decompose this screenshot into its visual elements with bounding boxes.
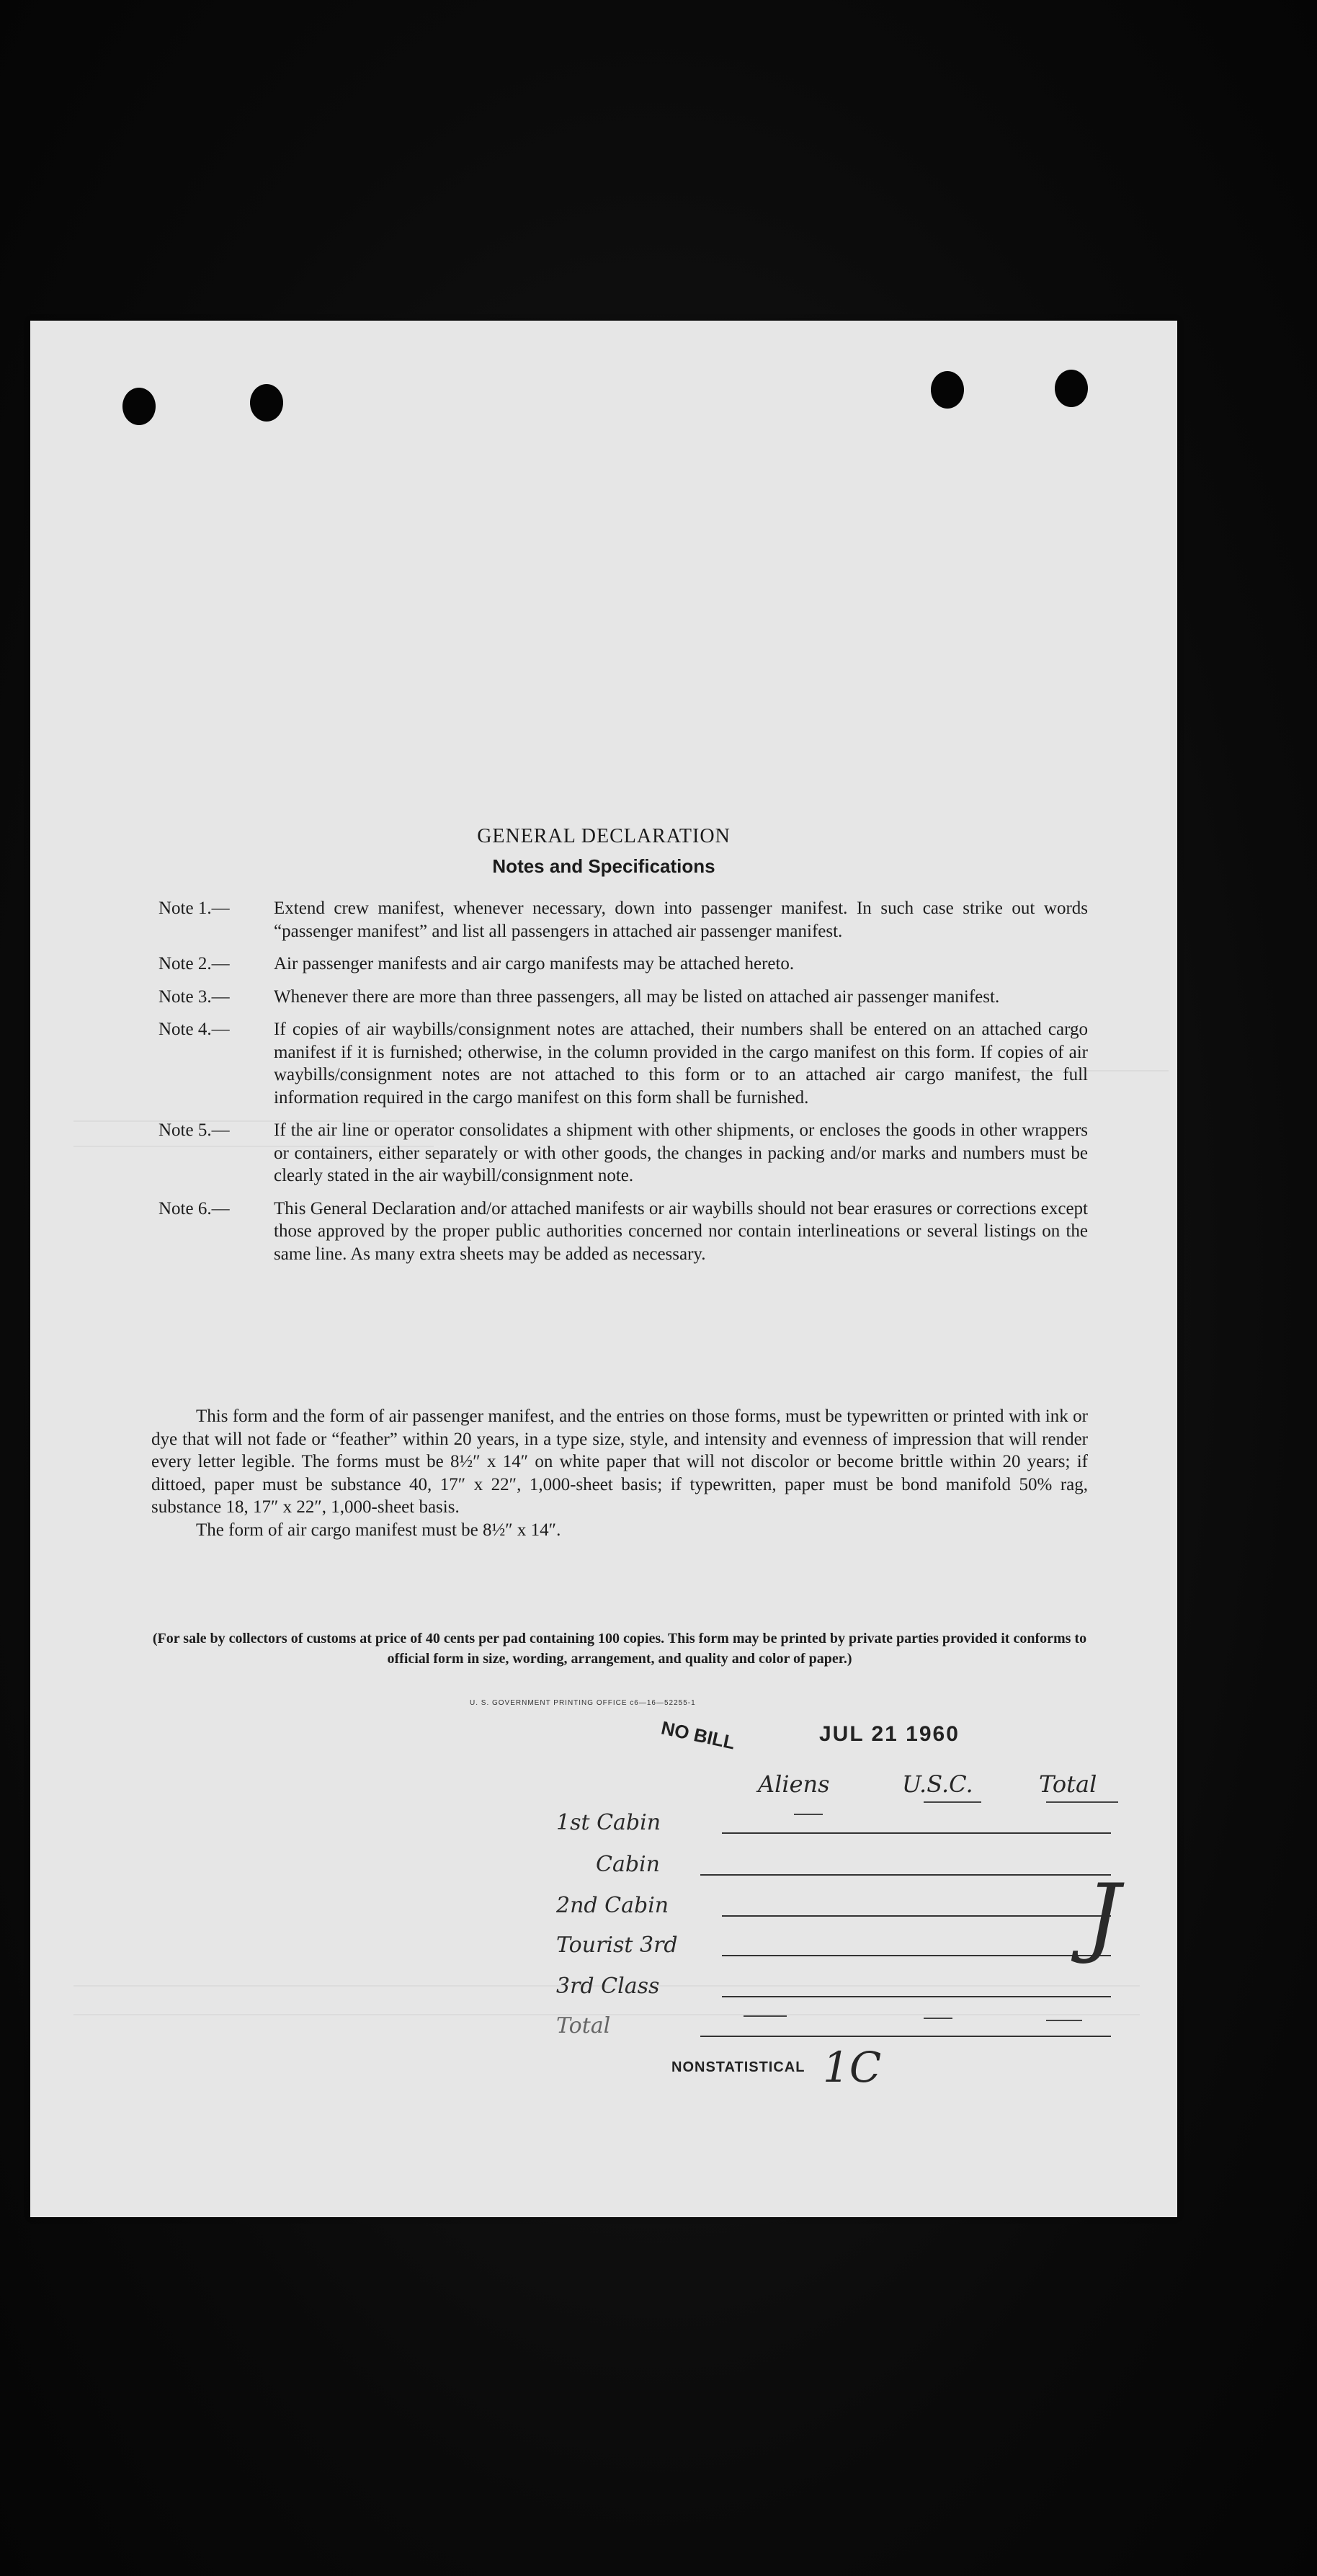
document-page [30, 321, 1177, 2217]
note-item [159, 1018, 1088, 1109]
total-dash [1046, 2020, 1082, 2021]
row-rule [700, 1874, 1111, 1876]
note-label: Note 1.— [159, 899, 230, 918]
tally-row-second-cabin [556, 1894, 1133, 1918]
punch-hole-4 [1055, 370, 1088, 407]
page-title: GENERAL DECLARATION [477, 825, 731, 847]
note-text: Extend crew manifest, whenever necessary, down into passenger manifest. In such case strike out words “passenger manifest” and list all passengers in attached air passenger manifest. [274, 899, 1088, 941]
sale-notice: (For sale by collectors of customs at price of 40 cents per pad containing 100 copies. This form may be printed by private parties provided it conforms to official form in size, wording, arrangement, and quality and color of paper.) [152, 1631, 1087, 1667]
note-label: Note 6.— [159, 1198, 230, 1218]
row-rule [722, 1996, 1111, 1997]
note-item [159, 953, 1088, 976]
note-label: Note 5.— [159, 1120, 230, 1140]
row-label: 1st Cabin [556, 1810, 661, 1835]
row-rule [722, 1915, 1111, 1917]
note-text: If copies of air waybills/consignment notes are attached, their numbers shall be entered on an attached cargo manifest if it is furnished; otherwise, in the column provided in the cargo manifest on this form. If copies of air waybills/consignment notes are not attached to this form or to an attached air cargo manifest, the full information required in the cargo manifest on this form shall be furnished. [274, 1020, 1088, 1107]
note-text: Air passenger manifests and air cargo manifests may be attached hereto. [274, 954, 795, 973]
punch-hole-1 [122, 388, 156, 425]
column-header-total: Total [1039, 1770, 1097, 1798]
paragraph-text: This form and the form of air passenger manifest, and the entries on those forms, must be typewritten or printed with ink or dye that will not fade or “feather” within 20 years, in a type size, style, and intensity and evenness of impression that will render every letter legible. The forms must be 8½″ x 14″ on white paper that will not discolor or become brittle within 20 years; if dittoed, paper must be substance 40, 17″ x 22″, 1,000-sheet basis; if typewritten, paper must be bond manifold 50% rag, substance 18, 17″ x 22″, 1,000-sheet basis. [151, 1407, 1088, 1517]
note-label: Note 2.— [159, 954, 230, 973]
column-header-usc: U.S.C. [902, 1770, 973, 1798]
note-item [159, 897, 1088, 942]
page-subtitle: Notes and Specifications [492, 855, 715, 877]
paragraph-text-2: The form of air cargo manifest must be 8½″ x 14″. [196, 1520, 561, 1540]
total-dash [924, 2018, 952, 2019]
note-item [159, 1198, 1088, 1266]
note-item [159, 986, 1088, 1009]
column-header-aliens: Aliens [758, 1770, 830, 1798]
row-label: 2nd Cabin [556, 1893, 669, 1918]
tally-row-total [556, 2014, 1133, 2038]
row-label: Tourist 3rd [556, 1933, 678, 1958]
punch-hole-2 [250, 384, 283, 422]
handwritten-1c: 1C [823, 2043, 882, 2092]
row-rule [700, 2036, 1111, 2037]
row-label: 3rd Class [556, 1974, 660, 1999]
note-text: This General Declaration and/or attached manifests or air waybills should not bear erasures or corrections except those approved by the proper public authorities concerned nor contain interlineations or several listings on the same line. As many extra sheets may be added as necessary. [274, 1198, 1088, 1264]
note-item [159, 1119, 1088, 1187]
row-rule [722, 1955, 1111, 1956]
handwritten-initials: J [1086, 1866, 1121, 1966]
date-stamp: JUL 21 1960 [819, 1722, 960, 1746]
punch-hole-3 [931, 371, 964, 409]
notes-list [159, 897, 1088, 1275]
row-label: Cabin [596, 1852, 660, 1877]
row-rule [722, 1832, 1111, 1834]
note-label: Note 4.— [159, 1020, 230, 1039]
tally-row-first-cabin [556, 1811, 1133, 1835]
row-label: Total [556, 2013, 611, 2038]
no-bill-stamp: NO BILL [659, 1716, 738, 1754]
note-text: If the air line or operator consolidates a shipment with other shipments, or encloses the goods in other wrappers or containers, either separately or with other goods, the changes in packing and/or marks and numbers must be clearly stated in the air waybill/consignment note. [274, 1120, 1088, 1185]
nonstatistical-stamp: NONSTATISTICAL [671, 2059, 805, 2075]
printing-office-line: U. S. GOVERNMENT PRINTING OFFICE c6—16—52255-1 [470, 1699, 696, 1707]
header-underline [924, 1801, 981, 1803]
note-text: Whenever there are more than three passengers, all may be listed on attached air passenger manifest. [274, 986, 1000, 1007]
tally-row-tourist-third [556, 1933, 1133, 1958]
header-underline [1046, 1801, 1118, 1803]
note-label: Note 3.— [159, 986, 230, 1007]
tally-row-third-class [556, 1974, 1133, 1999]
tally-row-cabin [556, 1853, 1133, 1877]
specification-paragraph [151, 1405, 1088, 1541]
total-dash [744, 2015, 787, 2017]
